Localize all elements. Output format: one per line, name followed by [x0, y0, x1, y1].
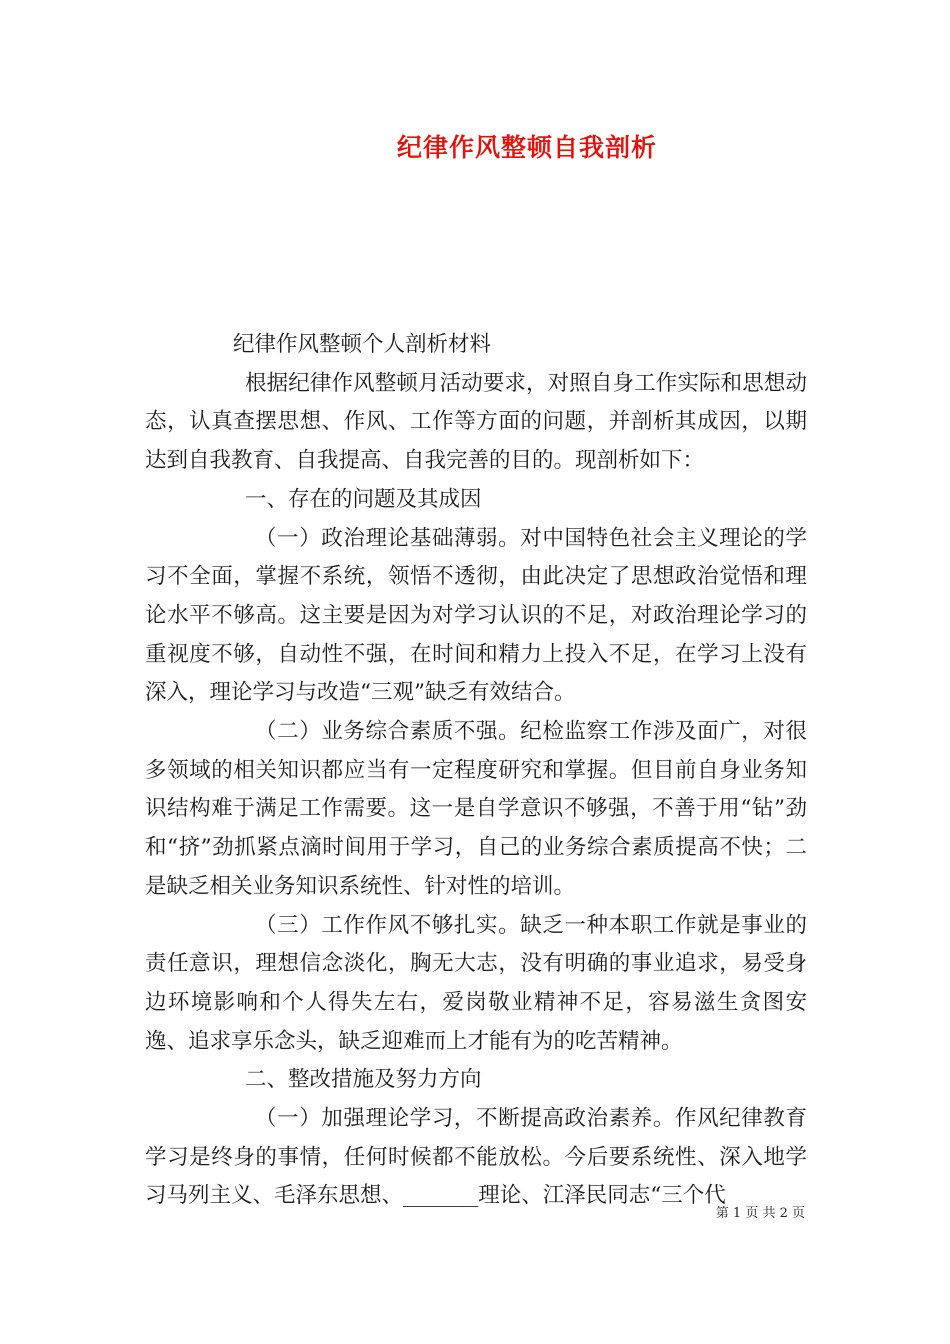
section2-item-1: （一）加强理论学习，不断提高政治素养。作风纪律教育学习是终身的事情，任何时候都不能放松。今后要系统性、深入地学习马列主义、毛泽东思想、_______理论、江泽民同志“三个代 — [145, 1106, 807, 1209]
section1-item-1: （一）政治理论基础薄弱。对中国特色社会主义理论的学习不全面，掌握不系统，领悟不透彻，由此决定了思想政治觉悟和理论水平不够高。这主要是因为对学习认识的不足，对政治理论学习的重视度不够，自动性不强，在时间和精力上投入不足，在学习上没有深入，理论学习与改造“三观”缺乏有效结合。 — [145, 525, 807, 706]
document-subtitle: 纪律作风整顿个人剖析材料 — [233, 332, 492, 357]
document-title: 纪律作风整顿自我剖析 — [396, 133, 657, 162]
section-heading-1: 一、存在的问题及其成因 — [245, 486, 482, 512]
intro-paragraph: 根据纪律作风整顿月活动要求，对照自身工作实际和思想动态，认真查摆思想、作风、工作等方面的问题，并剖析其成因，以期达到自我教育、自我提高、自我完善的目的。现剖析如下： — [145, 370, 807, 474]
section1-item-2: （二）业务综合素质不强。纪检监察工作涉及面广，对很多领域的相关知识都应当有一定程度研究和掌握。但目前自身业务知识结构难于满足工作需要。这一是自学意识不够强，不善于用“钻”劲和“挤”劲抓紧点滴时间用于学习，自己的业务综合素质提高不快；二是缺乏相关业务知识系统性、针对性的培训。 — [145, 719, 807, 899]
page-number-footer: 第 1 页 共 2 页 — [715, 1206, 805, 1221]
section1-item-3: （三）工作作风不够扎实。缺乏一种本职工作就是事业的责任意识，理想信念淡化，胸无大志，没有明确的事业追求，易受身边环境影响和个人得失左右，爱岗敬业精神不足，容易滋生贪图安逸、追求享乐念头，缺乏迎难而上才能有为的吃苦精神。 — [145, 912, 807, 1054]
document-body — [145, 326, 807, 1216]
section-heading-2: 二、整改措施及努力方向 — [245, 1067, 482, 1093]
